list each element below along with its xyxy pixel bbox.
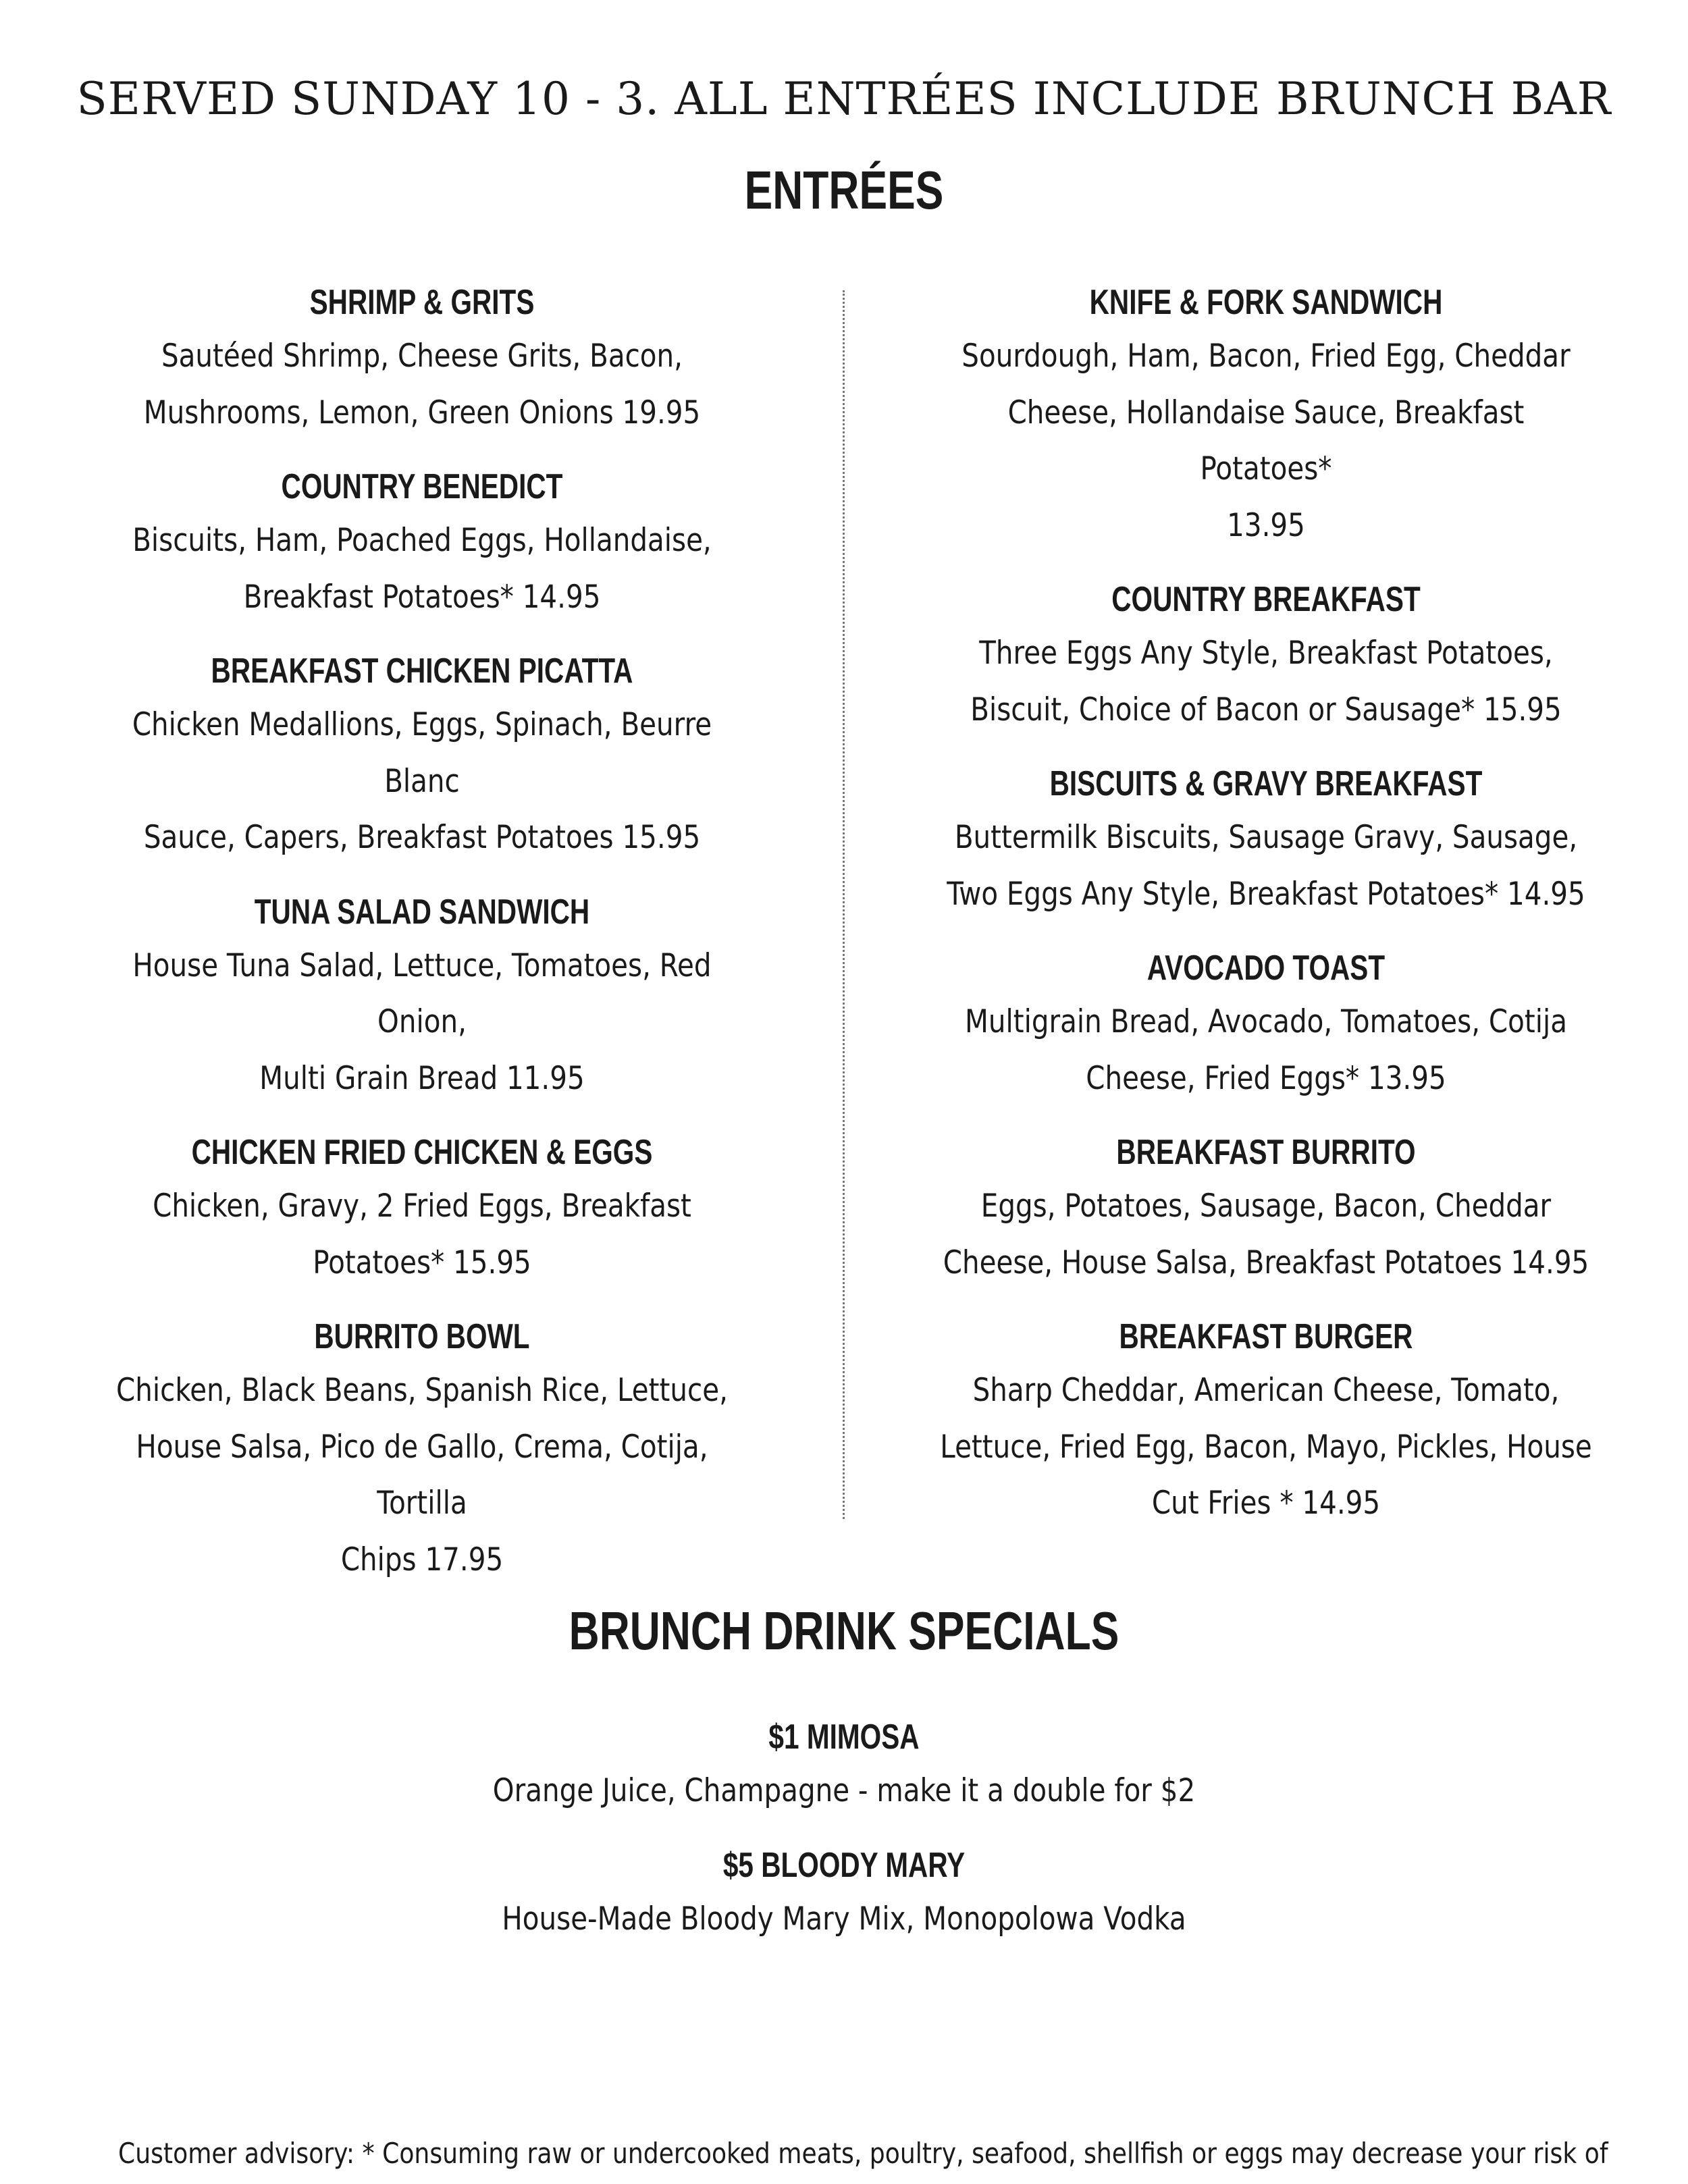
entrees-title: ENTRÉES bbox=[744, 160, 944, 220]
menu-item-breakfast-burrito bbox=[885, 1127, 1647, 1291]
menu-item-description: Eggs, Potatoes, Sausage, Bacon, Cheddar Cheese, House Salsa, Breakfast Potatoes 14.95 bbox=[943, 1188, 1589, 1281]
menu-item-description: Chicken, Black Beans, Spanish Rice, Lettuce, House Salsa, Pico de Gallo, Crema, Cotija, Tortilla Chips 17.95 bbox=[116, 1372, 728, 1578]
menu-item-name: CHICKEN FRIED CHICKEN & EGGS bbox=[191, 1133, 653, 1172]
drink-specials-list bbox=[0, 1711, 1688, 1967]
drink-specials-title: BRUNCH DRINK SPECIALS bbox=[569, 1601, 1119, 1661]
menu-item-description: Multigrain Bread, Avocado, Tomatoes, Cotija Cheese, Fried Eggs* 13.95 bbox=[965, 1003, 1567, 1097]
menu-item-description: Biscuits, Ham, Poached Eggs, Hollandaise, Breakfast Potatoes* 14.95 bbox=[132, 522, 712, 616]
menu-item-description: Three Eggs Any Style, Breakfast Potatoes, Biscuit, Choice of Bacon or Sausage* 15.95 bbox=[970, 635, 1562, 728]
menu-item-knife-fork-sandwich bbox=[885, 277, 1647, 554]
service-hours-heading: SERVED SUNDAY 10 - 3. ALL ENTRÉES INCLUDE BRUNCH BAR bbox=[76, 73, 1612, 125]
menu-item-name: AVOCADO TOAST bbox=[1146, 949, 1386, 988]
menu-item-name: BISCUITS & GRAVY BREAKFAST bbox=[1049, 764, 1483, 803]
menu-item-description: House Tuna Salad, Lettuce, Tomatoes, Red Onion, Multi Grain Bread 11.95 bbox=[132, 947, 712, 1097]
column-divider bbox=[843, 290, 845, 1519]
drink-item-description: House-Made Bloody Mary Mix, Monopolowa Vodka bbox=[502, 1900, 1186, 1938]
menu-item-country-breakfast bbox=[885, 574, 1647, 738]
menu-item-name: SHRIMP & GRITS bbox=[309, 283, 535, 322]
menu-item-name: KNIFE & FORK SANDWICH bbox=[1089, 283, 1443, 322]
menu-item-biscuits-gravy-breakfast bbox=[885, 758, 1647, 922]
menu-item-description: Buttermilk Biscuits, Sausage Gravy, Sausage, Two Eggs Any Style, Breakfast Potatoes* 14.95 bbox=[947, 819, 1585, 913]
menu-item-name: COUNTRY BENEDICT bbox=[281, 467, 563, 506]
drink-item-mimosa bbox=[0, 1711, 1688, 1819]
drink-item-name: $1 MIMOSA bbox=[768, 1717, 920, 1757]
menu-item-shrimp-grits bbox=[41, 277, 803, 441]
menu-item-name: BREAKFAST BURGER bbox=[1119, 1317, 1413, 1356]
menu-item-tuna-salad-sandwich bbox=[41, 886, 803, 1107]
menu-item-avocado-toast bbox=[885, 942, 1647, 1107]
menu-item-breakfast-chicken-picatta bbox=[41, 645, 803, 866]
menu-item-name: TUNA SALAD SANDWICH bbox=[254, 892, 590, 932]
menu-item-name: BREAKFAST CHICKEN PICATTA bbox=[211, 651, 633, 691]
menu-item-name: BREAKFAST BURRITO bbox=[1116, 1133, 1416, 1172]
menu-item-breakfast-burger bbox=[885, 1311, 1647, 1532]
entrees-right-column bbox=[885, 277, 1647, 1552]
menu-item-chicken-fried-chicken-eggs bbox=[41, 1127, 803, 1291]
menu-item-description: Sourdough, Ham, Bacon, Fried Egg, Cheddar Cheese, Hollandaise Sauce, Breakfast Potatoes* 13.95 bbox=[961, 338, 1571, 544]
drink-item-description: Orange Juice, Champagne - make it a double for $2 bbox=[492, 1772, 1196, 1809]
menu-item-description: Chicken Medallions, Eggs, Spinach, Beurre Blanc Sauce, Capers, Breakfast Potatoes 15.95 bbox=[132, 706, 712, 856]
menu-item-burrito-bowl bbox=[41, 1311, 803, 1588]
menu-item-name: COUNTRY BREAKFAST bbox=[1111, 580, 1421, 619]
customer-advisory: Customer advisory: * Consuming raw or undercooked meats, poultry, seafood, shellfish or eggs may decrease your risk of bbox=[118, 2137, 1608, 2170]
menu-item-name: BURRITO BOWL bbox=[314, 1317, 530, 1356]
drink-item-bloody-mary bbox=[0, 1840, 1688, 1948]
entrees-left-column bbox=[41, 277, 803, 1608]
menu-item-description: Sharp Cheddar, American Cheese, Tomato, Lettuce, Fried Egg, Bacon, Mayo, Pickles, House Cut Fries * 14.95 bbox=[940, 1372, 1592, 1522]
menu-item-country-benedict bbox=[41, 461, 803, 625]
menu-item-description: Sautéed Shrimp, Cheese Grits, Bacon, Mushrooms, Lemon, Green Onions 19.95 bbox=[143, 338, 701, 431]
menu-item-description: Chicken, Gravy, 2 Fried Eggs, Breakfast Potatoes* 15.95 bbox=[153, 1188, 691, 1281]
drink-item-name: $5 BLOODY MARY bbox=[722, 1845, 966, 1885]
